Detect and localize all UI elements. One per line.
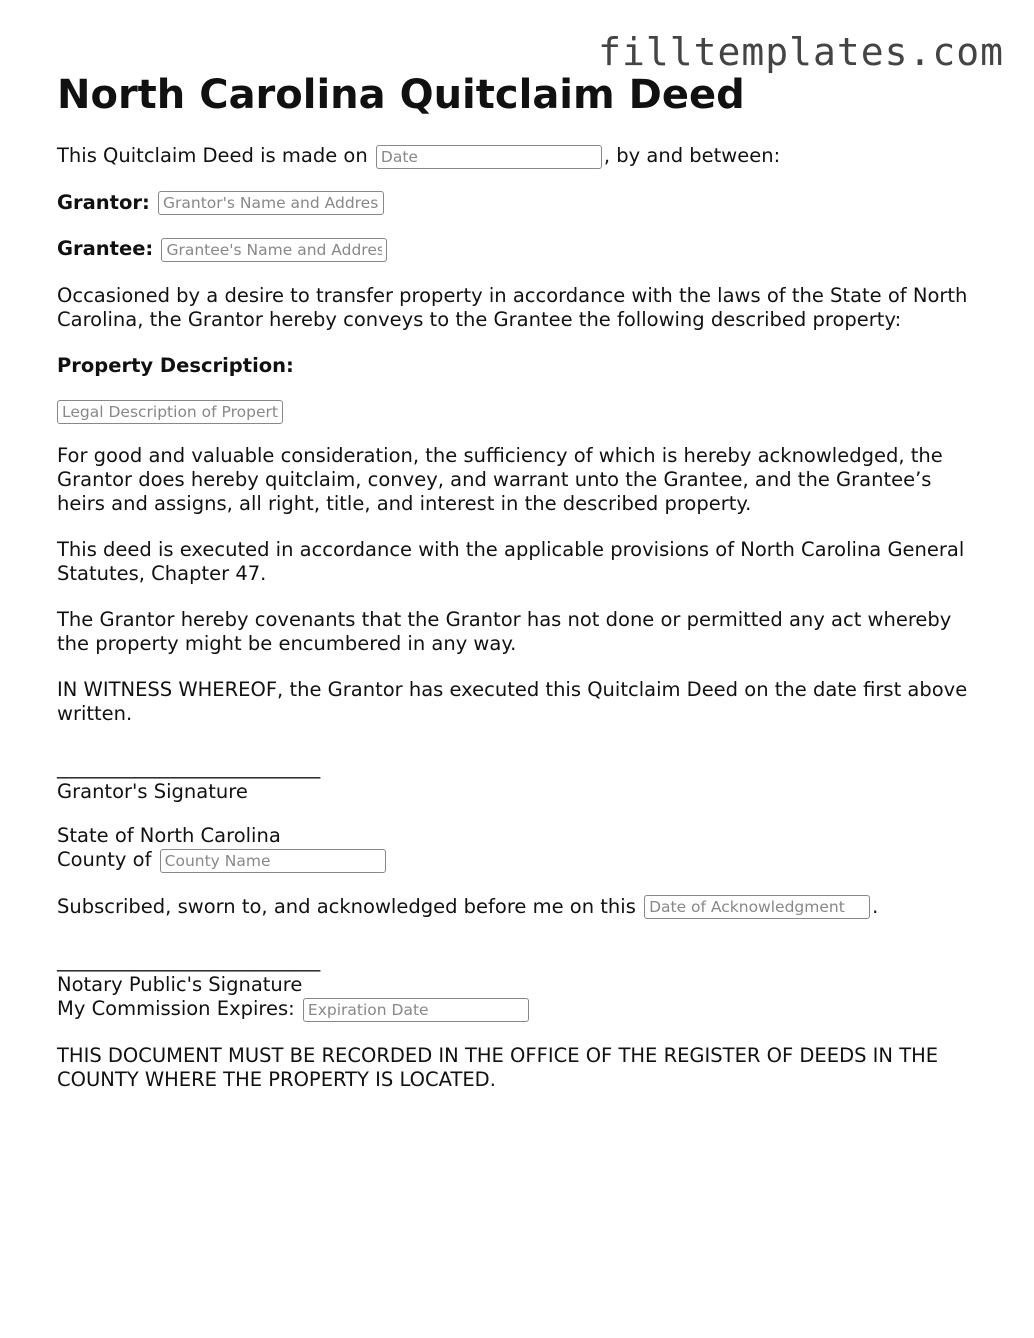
grantee-row [57, 237, 982, 262]
acknowledgment-date-input[interactable] [644, 895, 870, 919]
witness-paragraph: IN WITNESS WHEREOF, the Grantor has executed this Quitclaim Deed on the date first above written. [57, 678, 968, 725]
expiration-date-input[interactable] [303, 998, 529, 1022]
grantor-signature-line[interactable]: ___________________________ [57, 756, 321, 779]
occasion-paragraph: Occasioned by a desire to transfer property in accordance with the laws of the State of North Carolina, the Grantor hereby conveys to the Grantee the following described property: [57, 283, 968, 331]
grantee-label: Grantee: [57, 237, 154, 260]
grantor-signature-block [57, 756, 982, 804]
intro-before: This Quitclaim Deed is made on [57, 144, 368, 167]
date-input[interactable] [376, 145, 602, 169]
intro-paragraph [57, 144, 982, 169]
watermark: filltemplates.com [598, 30, 1004, 74]
statute-paragraph: This deed is executed in accordance with the applicable provisions of North Carolina General Statutes, Chapter 47. [57, 538, 965, 585]
grantor-label: Grantor: [57, 190, 150, 214]
covenant-paragraph: The Grantor hereby covenants that the Grantor has not done or permitted any act whereby the property might be encumbered in any way. [57, 608, 952, 655]
property-row [57, 400, 982, 425]
jurisdiction-block [57, 824, 982, 873]
notary-block [57, 949, 982, 1022]
consideration-paragraph: For good and valuable consideration, the sufficiency of which is hereby acknowledged, the Grantor does hereby quitclaim, convey, and warrant unto the Grantee, and the Grantee’s heirs and assigns, all right, title, and interest in the described property. [57, 444, 943, 515]
acknowledgment-paragraph [57, 895, 982, 920]
county-label: County of [57, 848, 152, 871]
county-input[interactable] [160, 849, 386, 873]
notary-signature-line[interactable]: ___________________________ [57, 949, 321, 972]
grantor-row [57, 191, 982, 216]
document-page [57, 72, 982, 1114]
page-title: North Carolina Quitclaim Deed [57, 72, 745, 118]
property-heading: Property Description: [57, 353, 294, 377]
recording-notice: THIS DOCUMENT MUST BE RECORDED IN THE OFFICE OF THE REGISTER OF DEEDS IN THE COUNTY WHERE THE PROPERTY IS LOCATED. [57, 1043, 939, 1091]
acknowledgment-before: Subscribed, sworn to, and acknowledged before me on this [57, 894, 636, 918]
intro-after: , by and between: [603, 144, 781, 167]
grantor-signature-label: Grantor's Signature [57, 780, 248, 803]
acknowledgment-after: . [872, 894, 879, 918]
grantee-input[interactable] [161, 238, 387, 262]
property-description-input[interactable] [57, 400, 283, 424]
commission-label: My Commission Expires: [57, 997, 295, 1020]
state-line: State of North Carolina [57, 824, 281, 847]
grantor-input[interactable] [158, 191, 384, 215]
notary-signature-label: Notary Public's Signature [57, 973, 303, 996]
